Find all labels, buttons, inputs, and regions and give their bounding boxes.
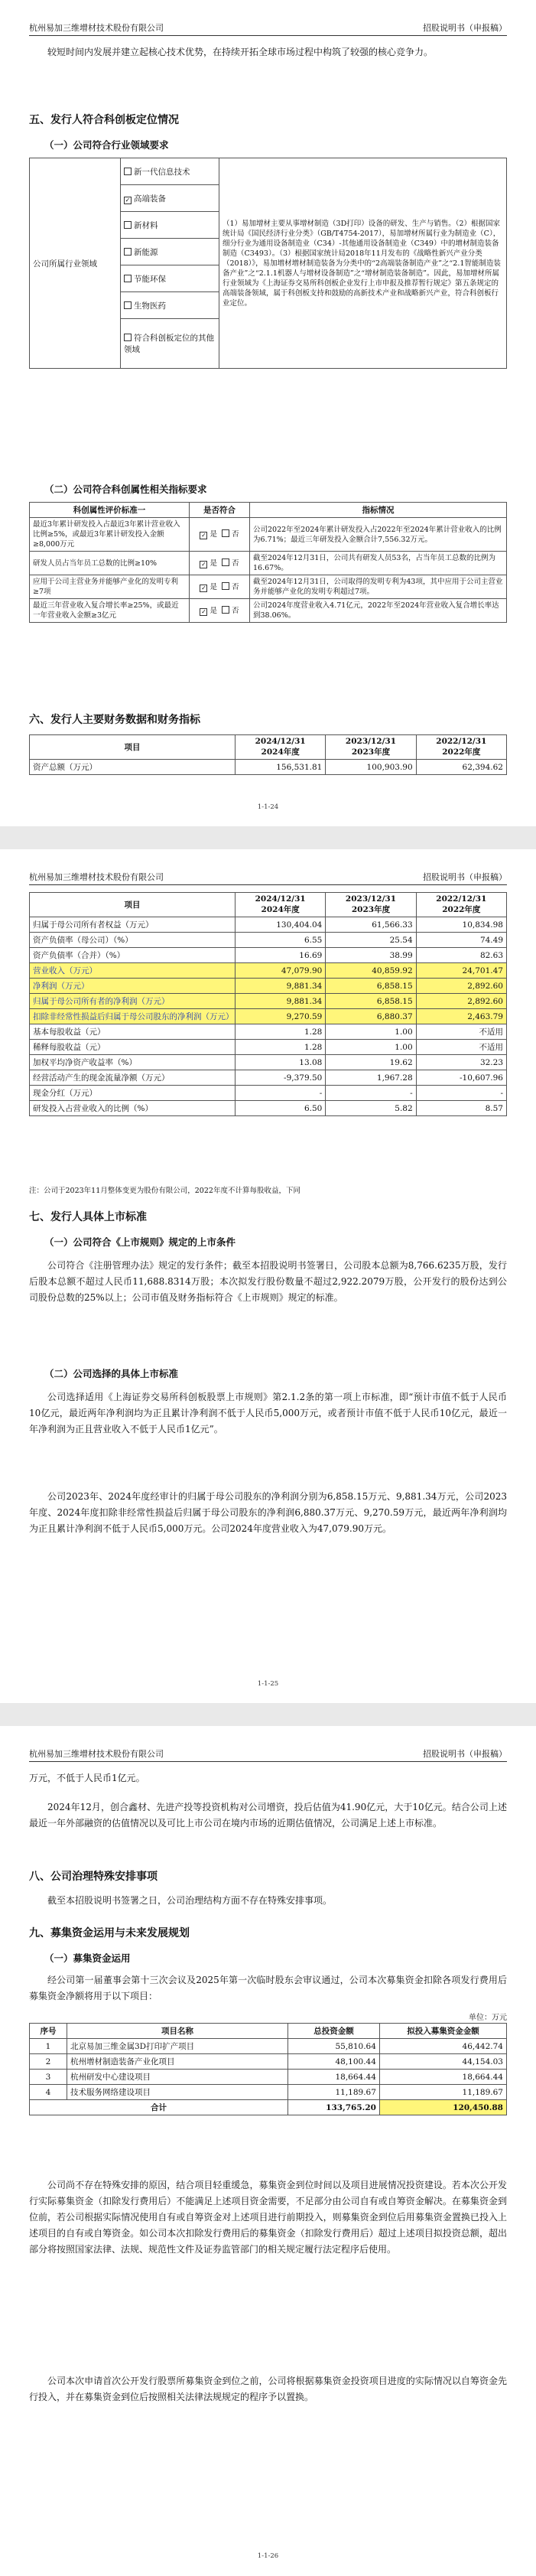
yes-label: 是 <box>210 606 217 615</box>
no-label: 否 <box>232 582 239 591</box>
cell: 9,270.59 <box>236 1009 326 1024</box>
cell: 10,834.98 <box>416 917 506 933</box>
table-row <box>30 963 507 979</box>
cell: 120,450.88 <box>379 2100 506 2115</box>
paragraph: 万元，不低于人民币1亿元。 <box>29 1773 145 1783</box>
checkbox-icon <box>124 334 132 341</box>
row-label: 现金分红（万元） <box>30 1086 236 1101</box>
cell: 技术服务网络建设项目 <box>67 2085 288 2100</box>
table-row <box>30 1086 507 1101</box>
table-row <box>30 2070 507 2085</box>
header-doc: 招股说明书（申报稿） <box>423 872 507 882</box>
yes-label: 是 <box>210 582 217 591</box>
subsection-1-title: （一）公司符合《上市规则》规定的上市条件 <box>44 1236 236 1248</box>
table-row <box>30 933 507 948</box>
cell: 杭州研发中心建设项目 <box>67 2070 288 2085</box>
page-header <box>29 21 507 36</box>
cell: 25.54 <box>326 933 416 948</box>
unit-label: 单位：万元 <box>469 2014 507 2022</box>
table-row <box>30 2085 507 2100</box>
cell: 48,100.44 <box>288 2054 380 2070</box>
column-header: 序号 <box>30 2024 67 2039</box>
cell: 24,701.47 <box>416 963 506 979</box>
column-header: 2024/12/31 2024年度 <box>236 893 326 917</box>
row-label: 营业收入（万元） <box>30 963 236 979</box>
table-row <box>30 1024 507 1040</box>
page-2 <box>0 849 536 1703</box>
industry-description: （1）易加增材主要从事增材制造（3D打印）设备的研发、生产与销售。（2）根据国家统计局《国民经济行业分类》（GB/T4754-2017），易加增材所属行业为制造业（C），细分行业为通用设备制造业（C34）-其他通用设备制造业（C349）中的增材制造装备制造（C3493）。（3）根据国家统计局2018年11月发布的《战略性新兴产业分类（2018）》，易加增材增材制造装备为分类中的“2高端装备制造产业”之“2.1智能制造装备产业”之“2.1.1机器人与增材设备制造”之“增材制造装备制造”。因此，易加增材所属行业领域为《上海证券交易所科创板企业发行上市申报及推荐暂行规定》第五条规定的高端装备领域，属于科创板支持和鼓励的高新技术产业和战略新兴产业，符合科创板行业定位。 <box>219 158 507 369</box>
checkbox-icon: ✓ <box>201 584 206 591</box>
cell: 2,892.60 <box>416 994 506 1009</box>
total-row <box>30 2100 507 2115</box>
column-header: 项目 <box>30 893 236 917</box>
row-label: 研发投入占营业收入的比例（%） <box>30 1101 236 1116</box>
section-7-title: 七、发行人具体上市标准 <box>29 1211 147 1223</box>
projects-table <box>29 2023 507 2115</box>
paragraph: 公司2023年、2024年度经审计的归属于母公司股东的净利润分别为6,858.15万元、9,881.34万元，公司2023年度、2024年度扣除非经常性损益后归属于母公司股东的净利润6,880.37万元、9,270.59万元，最近两年净利润均为正且累计净利润不低于人民币5,000万元。公司2024年度营业收入为47,079.90万元。 <box>29 1491 507 1534</box>
row-label: 基本每股收益（元） <box>30 1024 236 1040</box>
column-header: 2024/12/31 2024年度 <box>236 735 326 760</box>
cell: 16.69 <box>236 948 326 963</box>
page-number: 1-1-25 <box>257 1680 279 1688</box>
no-label: 否 <box>232 606 239 615</box>
row-label: 加权平均净资产收益率（%） <box>30 1055 236 1070</box>
industry-option <box>121 212 219 239</box>
cell: 1.28 <box>236 1024 326 1040</box>
page-header <box>29 871 507 885</box>
cell: 1 <box>30 2039 67 2054</box>
compliance <box>190 599 250 623</box>
industry-name: 高端装备 <box>134 194 166 204</box>
paragraph: 2024年12月，创合鑫材、先进产投等投资机构对公司增资，投后估值为41.90亿元，大于10亿元。结合公司上述最近一年外部融资的估值情况以及可比上市公司在境内市场的近期估值情况，公司满足上述上市标准。 <box>29 1802 507 1829</box>
row-label: 稀释每股收益（元） <box>30 1040 236 1055</box>
cell: 46,442.74 <box>379 2039 506 2054</box>
table-row <box>30 2054 507 2070</box>
criterion: 研发人员占当年员工总数的比例≥10% <box>30 552 190 575</box>
financial-table-p1 <box>29 734 507 775</box>
industry-name: 符合科创板定位的其他领域 <box>124 334 214 354</box>
column-header: 拟投入募集资金金额 <box>379 2024 506 2039</box>
industry-name: 节能环保 <box>134 274 166 284</box>
cell: -9,379.50 <box>236 1070 326 1086</box>
cell: 61,566.33 <box>326 917 416 933</box>
cell: 156,531.81 <box>236 760 326 775</box>
table-row <box>30 917 507 933</box>
industry-name: 新一代信息技术 <box>134 167 190 177</box>
cell: 6.50 <box>236 1101 326 1116</box>
industry-option <box>121 185 219 212</box>
indicator-info: 截至2024年12月31日，公司取得的发明专利为43项，其中应用于公司主营业务并能够产业化的发明专利超过7项。 <box>250 575 507 599</box>
column-header: 项目名称 <box>67 2024 288 2039</box>
subsection-1-title: （一）募集资金运用 <box>44 1952 131 1964</box>
yes-label: 是 <box>210 530 217 539</box>
table-row <box>30 575 507 599</box>
cell: 55,810.64 <box>288 2039 380 2054</box>
paragraph: 公司符合《注册管理办法》规定的发行条件；截至本招股说明书签署日，公司股本总额为8,766.6235万股，发行后股本总额不超过人民币11,688.8314万股；本次拟发行股份数量不超过2,922.2079万股，公开发行的股份达到公司股份总数的25%以上；公司市值及财务指标符合《上市规则》规定的标准。 <box>29 1260 507 1303</box>
column-header: 2023/12/31 2023年度 <box>326 893 416 917</box>
table-note: 注：公司于2023年11月整体变更为股份有限公司，2022年度不计算每股收益，下同 <box>29 1187 300 1195</box>
checkbox-icon <box>124 275 132 282</box>
column-header: 是否符合 <box>190 503 250 518</box>
checkbox-icon <box>222 606 229 614</box>
table-row <box>30 994 507 1009</box>
compliance <box>190 518 250 552</box>
intro-paragraph: 较短时间内发展并建立起核心技术优势，在持续开拓全球市场过程中构筑了较强的核心竞争力。 <box>47 47 434 57</box>
cell: 100,903.90 <box>326 760 416 775</box>
checkbox-icon: ✓ <box>201 607 206 615</box>
cell: 合计 <box>30 2100 288 2115</box>
cell: - <box>416 1086 506 1101</box>
paragraph: 截至本招股说明书签署之日，公司治理结构方面不存在特殊安排事项。 <box>47 1895 333 1906</box>
row-label: 资产总额（万元） <box>30 760 236 775</box>
header-doc: 招股说明书（申报稿） <box>423 1749 507 1759</box>
checkbox-icon <box>124 301 132 309</box>
indicator-info: 公司2024年度营业收入4.71亿元，2022年至2024年营业收入复合增长率达到38.06%。 <box>250 599 507 623</box>
cell: 2 <box>30 2054 67 2070</box>
cell: - <box>326 1086 416 1101</box>
checkbox-icon <box>124 221 132 229</box>
header-company: 杭州易加三维增材技术股份有限公司 <box>29 872 164 882</box>
checkbox-icon: ✓ <box>125 196 131 204</box>
paragraph: 公司选择适用《上海证券交易所科创板股票上市规则》第2.1.2条的第一项上市标准，即“预计市值不低于人民币10亿元，最近两年净利润均为正且累计净利润不低于人民币5,000万元，或者预计市值不低于人民币10亿元，最近一年净利润为正且营业收入不低于人民币1亿元”。 <box>29 1392 507 1435</box>
criteria-table <box>29 502 507 623</box>
cell: 北京易加三维金属3D打印扩产项目 <box>67 2039 288 2054</box>
cell: 不适用 <box>416 1040 506 1055</box>
column-header: 2023/12/31 2023年度 <box>326 735 416 760</box>
criterion: 最近三年营业收入复合增长率≥25%，或最近一年营业收入金额≥3亿元 <box>30 599 190 623</box>
table-row <box>30 760 507 775</box>
column-header: 2022/12/31 2022年度 <box>416 893 506 917</box>
cell: 40,859.92 <box>326 963 416 979</box>
paragraph: 经公司第一届董事会第十三次会议及2025年第一次临时股东会审议通过，公司本次募集资金扣除各项发行费用后募集资金净额将用于以下项目： <box>29 1975 507 2001</box>
section-9-title: 九、募集资金运用与未来发展规划 <box>29 1927 190 1939</box>
checkbox-icon: ✓ <box>201 560 206 568</box>
cell: 18,664.44 <box>379 2070 506 2085</box>
cell: 1.28 <box>236 1040 326 1055</box>
table-row <box>30 552 507 575</box>
cell: 不适用 <box>416 1024 506 1040</box>
cell: 6.55 <box>236 933 326 948</box>
industry-name: 新材料 <box>134 220 158 230</box>
industry-option <box>121 239 219 265</box>
checkbox-icon <box>124 248 132 256</box>
industry-option <box>121 265 219 292</box>
compliance <box>190 552 250 575</box>
cell: 62,394.62 <box>416 760 506 775</box>
cell: 2,892.60 <box>416 979 506 994</box>
cell: 13.08 <box>236 1055 326 1070</box>
industry-name: 新能源 <box>134 247 158 257</box>
paragraph: 公司尚不存在特殊安排的原因，结合项目轻重缓急，募集资金到位时间以及项目进展情况投资建设。若本次公开发行实际募集资金（扣除发行费用后）不能满足上述项目资金需要，不足部分由公司自有或自筹资金解决。在募集资金到位前，若公司根据实际情况使用自有或自筹资金对上述项目进行前期投入，则募集资金到位后用募集资金置换已投入上述项目的自有或自筹资金。如公司本次扣除发行费用后的募集资金（扣除发行费用后）超过上述项目拟投资总额，超出部分将按照国家法律、法规、规范性文件及证券监管部门的相关规定履行法定程序后使用。 <box>29 2180 507 2255</box>
cell: 6,858.15 <box>326 994 416 1009</box>
paragraph: 公司本次申请首次公开发行股票所募集资金到位之前，公司将根据募集资金投资项目进度的实际情况以自筹资金先行投入，并在募集资金到位后按照相关法律法规规定的程序予以置换。 <box>29 2376 507 2402</box>
page-1 <box>0 0 536 826</box>
table-row <box>30 518 507 552</box>
cell: 19.62 <box>326 1055 416 1070</box>
header-company: 杭州易加三维增材技术股份有限公司 <box>29 1749 164 1759</box>
row-label: 资产负债率（合并）（%） <box>30 948 236 963</box>
checkbox-icon <box>222 529 229 537</box>
checkbox-icon <box>222 582 229 590</box>
page-3 <box>0 1726 536 2576</box>
cell: - <box>236 1086 326 1101</box>
header-company: 杭州易加三维增材技术股份有限公司 <box>29 23 164 33</box>
cell: 82.63 <box>416 948 506 963</box>
cell: 8.57 <box>416 1101 506 1116</box>
column-header: 指标情况 <box>250 503 507 518</box>
page-header <box>29 1747 507 1762</box>
section-5-title: 五、发行人符合科创板定位情况 <box>29 114 179 126</box>
checkbox-icon: ✓ <box>201 532 206 539</box>
checkbox-icon <box>222 559 229 566</box>
compliance <box>190 575 250 599</box>
table-row <box>30 1101 507 1116</box>
indicator-info: 公司2022年至2024年累计研发投入占2022年至2024年累计营业收入的比例为6.71%；最近三年研发投入金额合计7,556.32万元。 <box>250 518 507 552</box>
checkbox-icon <box>124 168 132 175</box>
section-8-title: 八、公司治理特殊安排事项 <box>29 1871 158 1883</box>
cell: 32.23 <box>416 1055 506 1070</box>
row-label: 扣除非经常性损益后归属于母公司股东的净利润（万元） <box>30 1009 236 1024</box>
section-6-title: 六、发行人主要财务数据和财务指标 <box>29 714 200 726</box>
cell: 133,765.20 <box>288 2100 380 2115</box>
cell: 9,881.34 <box>236 979 326 994</box>
subsection-1-title: （一）公司符合行业领域要求 <box>44 139 169 151</box>
cell: 1.00 <box>326 1024 416 1040</box>
criterion: 最近3年累计研发投入占最近3年累计营业收入比例≥5%，或最近3年累计研发投入金额≥8,000万元 <box>30 518 190 552</box>
page-number: 1-1-24 <box>257 803 279 811</box>
table-row <box>30 599 507 623</box>
header-doc: 招股说明书（申报稿） <box>423 23 507 33</box>
cell: 130,404.04 <box>236 917 326 933</box>
yes-label: 是 <box>210 559 217 568</box>
column-header: 科创属性评价标准一 <box>30 503 190 518</box>
row-label: 归属于母公司所有者的净利润（万元） <box>30 994 236 1009</box>
cell: 47,079.90 <box>236 963 326 979</box>
criterion: 应用于公司主营业务并能够产业化的发明专利≥7项 <box>30 575 190 599</box>
column-header: 总投资金额 <box>288 2024 380 2039</box>
industry-name: 生物医药 <box>134 301 166 311</box>
table-row <box>30 1070 507 1086</box>
cell: 4 <box>30 2085 67 2100</box>
subsection-2-title: （二）公司符合科创属性相关指标要求 <box>44 484 207 495</box>
table-row <box>30 1040 507 1055</box>
table-row <box>30 979 507 994</box>
industry-label: 公司所属行业领域 <box>30 158 121 369</box>
page-number: 1-1-26 <box>257 2552 279 2560</box>
cell: 9,881.34 <box>236 994 326 1009</box>
cell: 38.99 <box>326 948 416 963</box>
cell: -10,607.96 <box>416 1070 506 1086</box>
cell: 1,967.28 <box>326 1070 416 1086</box>
industry-option <box>121 158 219 185</box>
cell: 杭州增材制造装备产业化项目 <box>67 2054 288 2070</box>
table-row <box>30 948 507 963</box>
indicator-info: 截至2024年12月31日，公司共有研发人员53名，占当年员工总数的比例为16.67%。 <box>250 552 507 575</box>
row-label: 归属于母公司所有者权益（万元） <box>30 917 236 933</box>
row-label: 资产负债率（母公司）（%） <box>30 933 236 948</box>
table-row <box>30 1055 507 1070</box>
industry-option <box>121 292 219 319</box>
cell: 11,189.67 <box>379 2085 506 2100</box>
table-row <box>30 158 507 185</box>
industry-option <box>121 319 219 369</box>
cell: 1.00 <box>326 1040 416 1055</box>
row-label: 经营活动产生的现金流量净额（万元） <box>30 1070 236 1086</box>
financial-table-p2 <box>29 892 507 1116</box>
cell: 2,463.79 <box>416 1009 506 1024</box>
table-row <box>30 1009 507 1024</box>
subsection-2-title: （二）公司选择的具体上市标准 <box>44 1368 179 1379</box>
cell: 18,664.44 <box>288 2070 380 2085</box>
cell: 11,189.67 <box>288 2085 380 2100</box>
column-header: 2022/12/31 2022年度 <box>416 735 506 760</box>
no-label: 否 <box>232 559 239 568</box>
cell: 44,154.03 <box>379 2054 506 2070</box>
no-label: 否 <box>232 530 239 539</box>
cell: 6,880.37 <box>326 1009 416 1024</box>
cell: 5.82 <box>326 1101 416 1116</box>
cell: 6,858.15 <box>326 979 416 994</box>
cell: 74.49 <box>416 933 506 948</box>
cell: 3 <box>30 2070 67 2085</box>
industry-table <box>29 158 507 369</box>
row-label: 净利润（万元） <box>30 979 236 994</box>
column-header: 项目 <box>30 735 236 760</box>
table-row <box>30 2039 507 2054</box>
